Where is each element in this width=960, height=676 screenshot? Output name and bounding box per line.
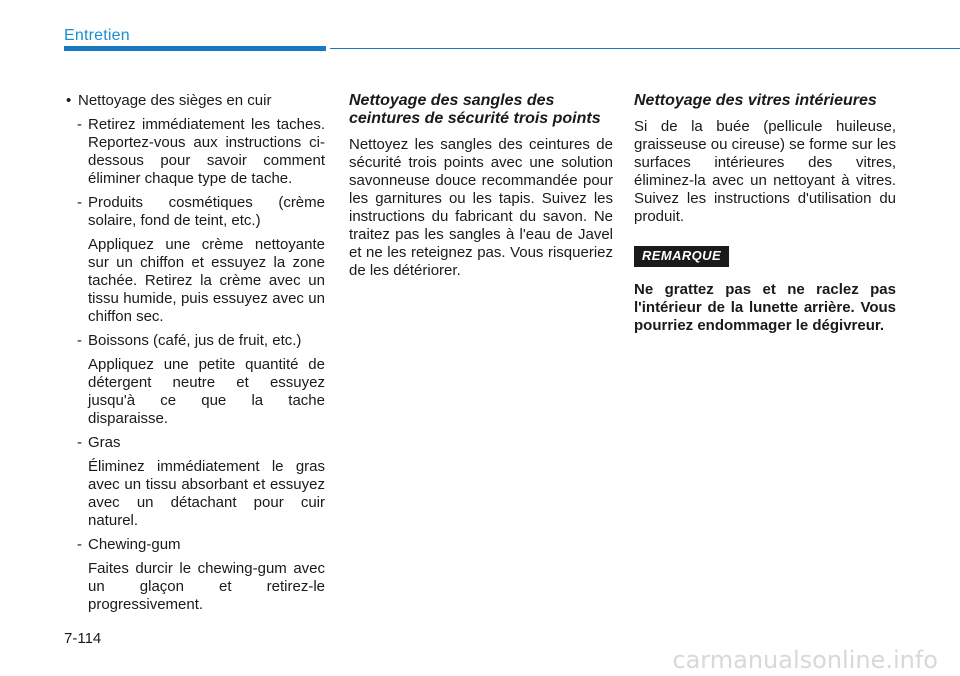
- dash-text: Produits cosmétiques (crème solaire, fond de teint, etc.): [88, 194, 325, 229]
- dash-detail: Appliquez une crème nettoyante sur un chiffon et essuyez la zone tachée. Retirez la crème avec un tissu humide, puis essuyez avec un chiffon sec.: [88, 236, 325, 325]
- section-body: Nettoyez les sangles des ceintures de sécurité trois points avec une solution savonneuse douce recommandée pour les garnitures ou les tapis. Suivez les instructions du fabricant du savon. Ne traitez pas les sangles à l'eau de Javel et ne les reteignez pas. Vous risqueriez de les détériorer.: [349, 136, 613, 279]
- note-badge: REMARQUE: [634, 246, 729, 267]
- section-title: Entretien: [64, 27, 130, 44]
- dash-mark: -: [77, 434, 82, 451]
- dash-detail: Éliminez immédiatement le gras avec un tissu absorbant et essuyez avec un détachant pour cuir naturel.: [88, 458, 325, 529]
- watermark: carmanualsonline.info: [672, 646, 938, 674]
- column-leather-seats: [64, 92, 325, 614]
- page-number: 7-114: [64, 630, 102, 647]
- dash-item: [64, 194, 325, 230]
- dash-item: [64, 434, 325, 452]
- column-seat-belts: [349, 92, 613, 280]
- dash-text: Chewing-gum: [88, 536, 181, 553]
- dash-detail: Appliquez une petite quantité de détergent neutre et essuyez jusqu'à ce que la tache disparaisse.: [88, 356, 325, 427]
- section-heading: Nettoyage des sangles des ceintures de sécurité trois points: [349, 92, 601, 127]
- dash-text: Retirez immédiatement les taches. Reportez-vous aux instructions ci-dessous pour savoir comment éliminer chaque type de tache.: [88, 116, 325, 187]
- header-rule-thick: [64, 46, 326, 51]
- dash-item: [64, 332, 325, 350]
- bullet-item: [64, 92, 325, 110]
- dash-item: [64, 116, 325, 188]
- note-text: Ne grattez pas et ne raclez pas l'intérieur de la lunette arrière. Vous pourriez endommager le dégivreur.: [634, 281, 896, 334]
- section-heading: Nettoyage des vitres intérieures: [634, 92, 877, 109]
- dash-mark: -: [77, 194, 82, 211]
- dash-item: [64, 536, 325, 554]
- dash-detail: Faites durcir le chewing-gum avec un glaçon et retirez-le progressivement.: [88, 560, 325, 613]
- dash-text: Boissons (café, jus de fruit, etc.): [88, 332, 302, 349]
- dash-mark: -: [77, 116, 82, 133]
- bullet-dot-icon: •: [66, 92, 72, 109]
- column-interior-windows: [634, 92, 896, 335]
- bullet-text: Nettoyage des sièges en cuir: [78, 92, 272, 109]
- dash-mark: -: [77, 332, 82, 349]
- header-rule-thin: [330, 48, 960, 49]
- section-body: Si de la buée (pellicule huileuse, graisseuse ou cireuse) se forme sur les surfaces intérieures des vitres, éliminez-la avec un nettoyant à vitres. Suivez les instructions d'utilisation du produit.: [634, 118, 896, 225]
- dash-text: Gras: [88, 434, 121, 451]
- dash-mark: -: [77, 536, 82, 553]
